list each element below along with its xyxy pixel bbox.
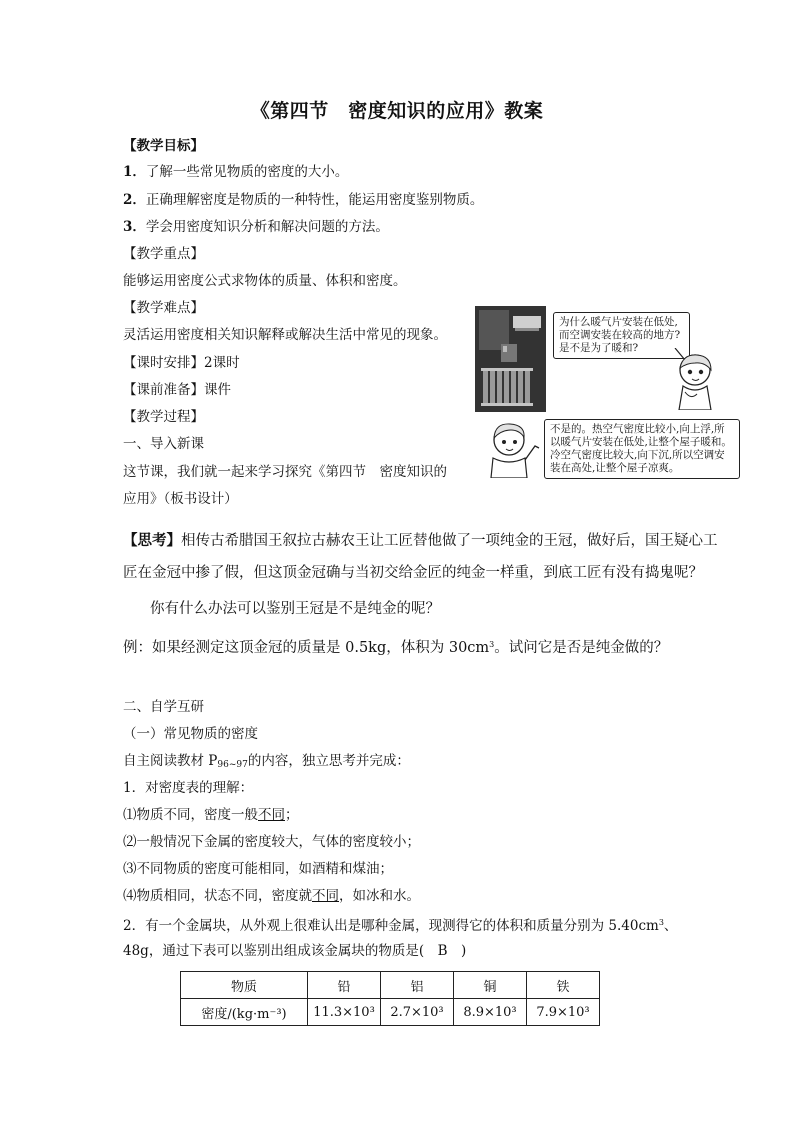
section2-sub: （一）常见物质的密度 (123, 726, 258, 742)
girl-illustration (665, 348, 723, 414)
table-cell: 物质 (181, 972, 308, 999)
goal-item-1: 1．了解一些常见物质的密度的大小。 (123, 164, 349, 180)
process-heading: 【教学过程】 (123, 409, 204, 425)
density-table (180, 971, 600, 1026)
key-heading: 【教学重点】 (123, 246, 204, 262)
goal-item-2: 2．正确理解密度是物质的一种特性，能运用密度鉴别物质。 (123, 192, 484, 208)
table-header-row (181, 972, 600, 999)
point-1: ⑴物质不同，密度一般不同； (123, 807, 299, 823)
page-title: 《第四节 密度知识的应用》教案 (250, 100, 544, 122)
table-cell: 密度/(kg·m⁻³) (181, 999, 308, 1026)
boy-illustration (485, 420, 543, 482)
table-cell: 11.3×10³ (308, 999, 381, 1026)
prep-line: 【课前准备】课件 (123, 382, 231, 398)
girl-speech-bubble: 为什么暖气片安装在低处,而空调安装在较高的地方?是不是为了暖和? (553, 312, 690, 359)
table-cell: 铅 (308, 972, 381, 999)
key-text: 能够运用密度公式求物体的质量、体积和密度。 (123, 273, 407, 289)
table-cell: 8.9×10³ (454, 999, 527, 1026)
point-3: ⑶不同物质的密度可能相同，如酒精和煤油； (123, 861, 393, 877)
intro-line-2: 应用》（板书设计） (123, 491, 238, 507)
question-2-line-2: 48g，通过下表可以鉴别出组成该金属块的物质是( B ) (123, 943, 467, 959)
reading-instruction: 自主阅读教材 $P_{96\sim 97}$的内容，独立思考并完成： (123, 753, 410, 770)
difficult-heading: 【教学难点】 (123, 300, 204, 316)
question-1: 1．对密度表的理解： (123, 780, 254, 796)
intro-line-1: 这节课，我们就一起来学习探究《第四节 密度知识的 (123, 464, 447, 480)
think-line-1: 【思考】相传古希腊国王叙拉古赫农王让工匠替他做了一项纯金的王冠，做好后，国王疑心工 (123, 532, 718, 549)
difficult-text: 灵活运用密度相关知识解释或解决生活中常见的现象。 (123, 327, 447, 343)
table-row (181, 999, 600, 1026)
radiator-photo (475, 306, 546, 412)
think-example: 例：如果经测定这顶金冠的质量是 0.5kg，体积为 $30cm^3$。试问它是否是纯金做的？ (123, 640, 669, 656)
table-cell: 铁 (527, 972, 600, 999)
goals-heading: 【教学目标】 (123, 138, 204, 154)
question-2-line-1: 2．有一个金属块，从外观上很难认出是哪种金属，现测得它的体积和质量分别为 $5.40cm^3$、 (123, 918, 678, 934)
hours-line: 【课时安排】2课时 (123, 355, 240, 371)
goal-item-3: 3．学会用密度知识分析和解决问题的方法。 (123, 219, 389, 235)
table-cell: 2.7×10³ (381, 999, 454, 1026)
table-cell: 7.9×10³ (527, 999, 600, 1026)
section2-heading: 二、自学互研 (123, 699, 204, 715)
table-cell: 铜 (454, 972, 527, 999)
think-question: 你有什么办法可以鉴别王冠是不是纯金的呢？ (150, 601, 440, 617)
point-2: ⑵一般情况下金属的密度较大，气体的密度较小； (123, 834, 420, 850)
boy-speech-bubble: 不是的。热空气密度比较小,向上浮,所以暖气片安装在低处,让整个屋子暖和。冷空气密度比较大,向下沉,所以空调安装在高处,让整个屋子凉爽。 (544, 419, 740, 479)
think-line-2: 匠在金冠中掺了假，但这顶金冠确与当初交给金匠的纯金一样重，到底工匠有没有捣鬼呢？ (123, 565, 703, 581)
table-cell: 铝 (381, 972, 454, 999)
point-4: ⑷物质相同，状态不同，密度就不同，如冰和水。 (123, 888, 420, 904)
intro-heading: 一、导入新课 (123, 436, 204, 452)
